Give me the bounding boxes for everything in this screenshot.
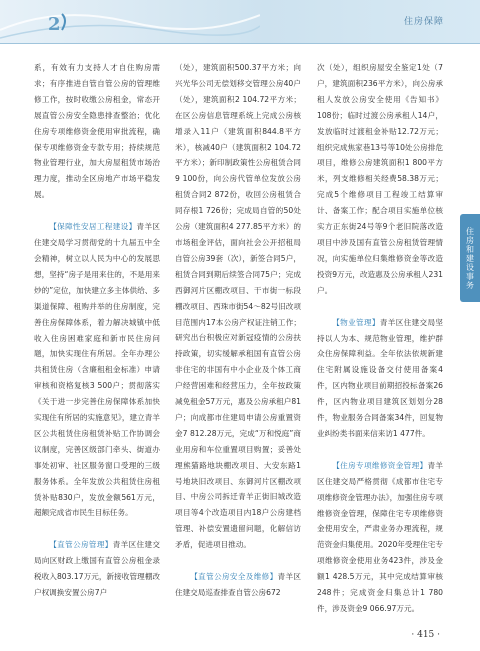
section-title: 【直管公房安全及维修】	[190, 572, 278, 582]
section-header-title: 住房保障	[403, 17, 444, 27]
paragraph-text: 青羊区住建交局向区财政上缴国有直管公房租金录税收入803.17万元，新接收管理棚改户权调换安置公房7户	[34, 540, 161, 598]
text-column-1	[34, 60, 160, 601]
page-header	[0, 0, 480, 44]
paragraph	[175, 569, 301, 601]
paragraph-text: 次（处），组织房屋安全鉴定1处（7户，建筑面积236平方米），向公房承租人发放公房安全使用《告知书》108份；临时过渡公房承租人14户，发放临时过渡租金补贴12.72万元；组织完成焦家巷13号等10处公房排危项目，维修公房建筑面积1 800平方米，列支维修相关经费58.38万元；完成5个维修项目工程竣工结算审计、备案工作；配合项目实施单位核实方正东街24号等9个老旧院落改造项目中涉及国有直管公房租赁管理情况，向实施单位归集维修资金等改造投资9万元，改造惠及公房承租人231户。	[317, 63, 443, 295]
paragraph	[34, 219, 160, 521]
paragraph-text: 青羊区住建交局巡查排查自管公房672	[175, 572, 302, 597]
svg-text:2: 2	[48, 14, 61, 35]
paragraph	[317, 315, 443, 442]
section-title: 【住房专项维修资金管理】	[332, 460, 428, 470]
paragraph	[34, 537, 160, 601]
decorative-swirl-icon	[0, 0, 260, 44]
section-title: 【保障性安居工程建设】	[49, 222, 137, 232]
paragraph-text: 系，有效有力支持人才自住购房需求；有序推进自管自管公房的管理维修工作，按时收缴公房租金，常态开展直管公房安全隐患排查整治；优化住房专项维修资金使用审批流程，确保专项维修资金专款专用；持续规范物业管理行业，加大房屋租赁市场治理力度，推动全区房地产市场平稳发展。	[34, 63, 160, 200]
paragraph-text: （处），建筑面积500.37平方米；向兴光华公司无偿划移交管理公房40户（处），建筑面积2 104.72平方米；在区公房信息管理系统上完成公房核增录入11户（建筑面积844.8平方米），核减40户（建筑面积2 104.72平方米）；新印制政策性公房租赁合同9 100份，向公房代管单位发放公房租赁合同2 872份，收回公房租赁合同存根1 726份；完成局自管的50处公房（建筑面积4 277.85平方米）的市场租金评估，面向社会公开招租局自管公房39套（次），新签合同5户，租赁合同到期后续签合同75户；完成西御河片区棚改项目、干市街一标段棚改项目、西珠市街54～82号旧改项目范围内17本公房产权证注销工作；研究出台积极应对新冠疫情的公房扶持政策，切实缓解承租国有直管公房非住宅的非国有中小企业及个体工商户经营困难和经营压力，全年按政策减免租金57万元，惠及公房承租户81户；向成都市住建局申请公房重置资金7 812.28万元，完成“万和悦庭”商业用房和车位重置项目购置；妥善处理熊猫路地块棚改项目、大安东路1号地块旧改项目、东御河片区棚改项目、中房公司拆迁青羊正街旧城改造项目等4个改造项目内18户公房建档管理、补偿安置遗留问题，化解信访矛盾，促进项目推动。	[175, 63, 301, 550]
paragraph	[317, 60, 443, 299]
text-column-3	[317, 60, 443, 617]
text-column-2	[175, 60, 301, 601]
paragraph	[175, 60, 301, 553]
section-title: 【物业管理】	[332, 317, 380, 327]
page-number: · 415 ·	[411, 630, 440, 640]
section-title: 【直管公房管理】	[49, 540, 113, 550]
paragraph-text: 青羊区住建交局严格贯彻《成都市住宅专项维修资金管理办法》，加强住房专项维修资金管理，保障住宅专项维修资金使用安全，严肃业务办理流程，规范资金归集使用。2020年受理住宅专项维修资金使用业务423件，涉及金额1 428.5万元，其中完成结算审核248件；完成资金归集总计1 780件，涉及资金9 066.97万元。	[317, 460, 444, 613]
paragraph	[34, 60, 160, 203]
paragraph-text: 青羊区住建交局坚持以人为本、规范物业管理，维护群众住房保障利益。全年依法依规新建住宅附属设施设备交付使用备案4件，区内物业项目前期招投标备案26件，区内物业项目建筑区划划分28件，物业服务合同备案34件，回复物业纠纷类书面来信来访1 477件。	[317, 317, 444, 438]
side-tab-label: 住房和建设事务	[465, 226, 475, 290]
paragraph	[317, 458, 443, 617]
header-divider	[0, 43, 480, 44]
paragraph-text: 青羊区住建交局学习贯彻党的十九届五中全会精神，树立以人民为中心的发展思想，坚持“房子是用来住的，不是用来炒的”定位，加快建立多主体供给、多渠道保障、租购并举的住房制度，完善住房保障体系，着力解决城镇中低收入住房困难家庭和新市民住房问题，加快实现住有所居。全年办理公共租赁住房（含廉租租金标准）申请审核和资格复核3 500户；贯彻落实《关于进一步完善住房保障体系加快实现住有所居的实施意见》，建立青羊区公共租赁住房租赁补贴工作协调会议制度，完善区级部门牵头、街道办事处初审、社区服务窗口受理的三级服务体系。全年发放公共租赁住房租赁补贴830户，发放金额561万元，超额完成省市民生目标任务。	[34, 222, 161, 518]
chapter-side-tab	[460, 214, 480, 302]
